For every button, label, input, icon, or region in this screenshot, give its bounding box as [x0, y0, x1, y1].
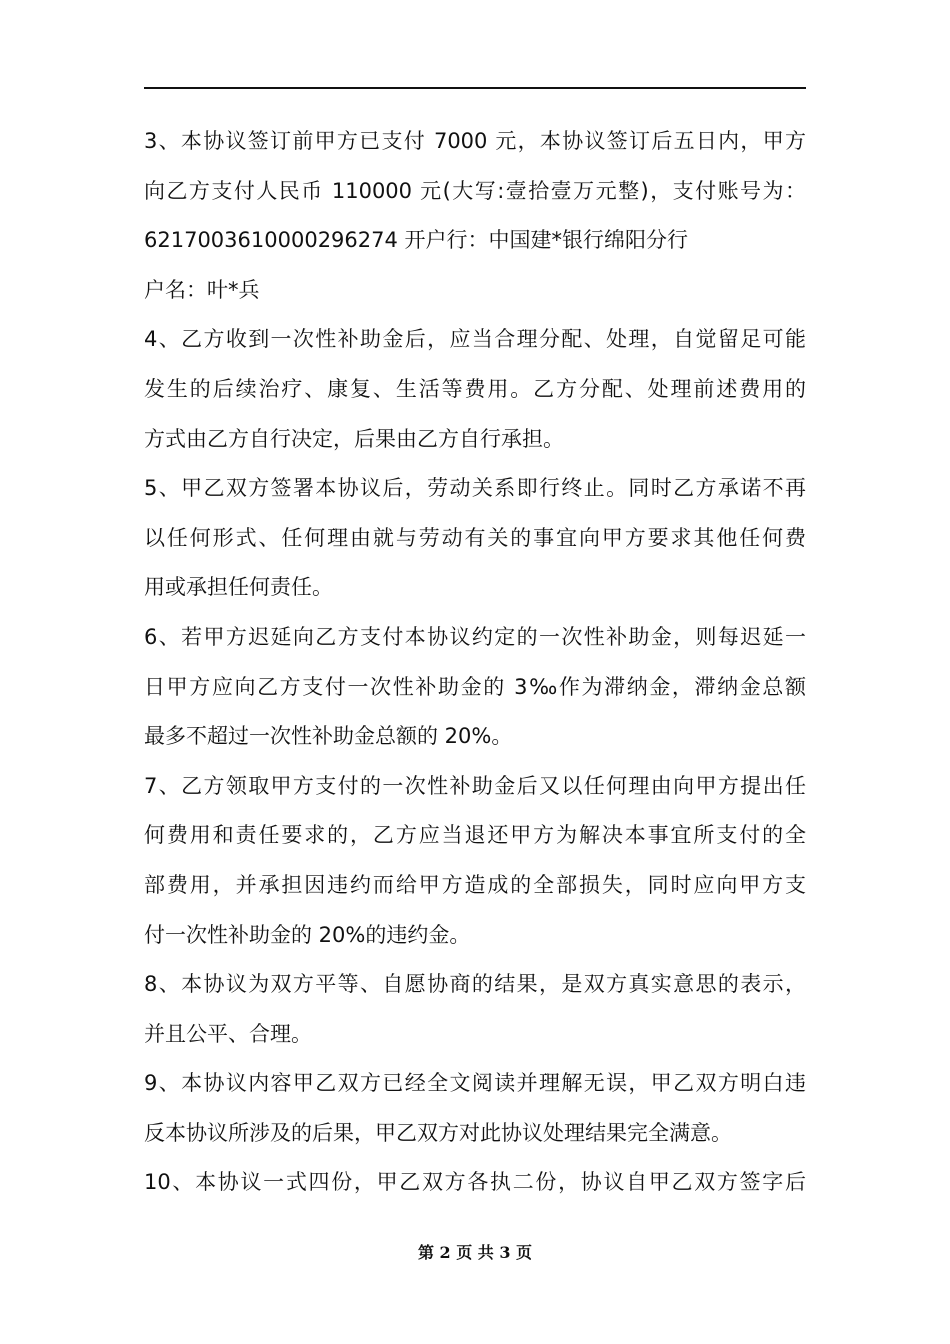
text-line: 发生的后续治疗、康复、生活等费用。乙方分配、处理前述费用的	[144, 376, 806, 401]
text-line: 付一次性补助金的 20%的违约金。	[144, 922, 471, 947]
text-line: 6217003610000296274 开户行：中国建*银行绵阳分行	[144, 228, 689, 253]
text-line: 方式由乙方自行决定，后果由乙方自行承担。	[144, 426, 564, 451]
header-rule	[144, 87, 806, 89]
text-line: 4、乙方收到一次性补助金后，应当合理分配、处理，自觉留足可能	[144, 327, 806, 352]
text-line: 7、乙方领取甲方支付的一次性补助金后又以任何理由向甲方提出任	[144, 773, 806, 798]
text-line: 向乙方支付人民币 110000 元(大写:壹拾壹万元整)，支付账号为：	[144, 178, 806, 203]
text-line: 3、本协议签订前甲方已支付 7000 元，本协议签订后五日内，甲方	[144, 129, 806, 153]
text-line: 日甲方应向乙方支付一次性补助金的 3‰作为滞纳金，滞纳金总额	[144, 674, 806, 699]
text-line: 何费用和责任要求的，乙方应当退还甲方为解决本事宜所支付的全	[144, 823, 806, 848]
text-line: 并且公平、合理。	[144, 1021, 312, 1046]
text-line: 用或承担任何责任。	[144, 575, 333, 600]
text-line: 最多不超过一次性补助金总额的 20%。	[144, 724, 513, 749]
text-line: 部费用，并承担因违约而给甲方造成的全部损失，同时应向甲方支	[144, 872, 806, 897]
document-body	[144, 117, 806, 1208]
text-line: 9、本协议内容甲乙双方已经全文阅读并理解无误，甲乙双方明白违	[144, 1071, 806, 1096]
text-line: 6、若甲方迟延向乙方支付本协议约定的一次性补助金，则每迟延一	[144, 624, 806, 649]
text-line: 户名：叶*兵	[144, 277, 260, 302]
text-line: 以任何形式、任何理由就与劳动有关的事宜向甲方要求其他任何费	[144, 525, 806, 550]
text-line: 8、本协议为双方平等、自愿协商的结果，是双方真实意思的表示，	[144, 972, 806, 997]
text-line: 反本协议所涉及的后果，甲乙双方对此协议处理结果完全满意。	[144, 1120, 732, 1145]
text-line: 10、本协议一式四份，甲乙双方各执二份，协议自甲乙双方签字后	[144, 1170, 806, 1195]
page-number: 第 2 页 共 3 页	[417, 1243, 533, 1262]
text-line: 5、甲乙双方签署本协议后，劳动关系即行终止。同时乙方承诺不再	[144, 476, 806, 501]
